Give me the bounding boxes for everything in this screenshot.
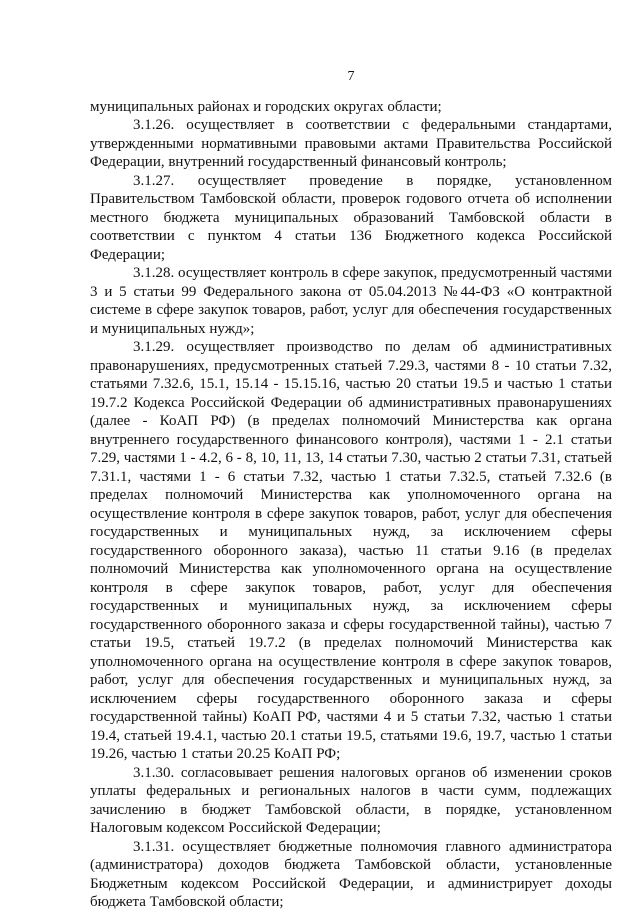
- paragraph-3-1-28: 3.1.28. осуществляет контроль в сфере закупок, предусмотренный частями 3 и 5 статьи 99 Федерального закона от 05.04.2013 №44-ФЗ «О контрактной системе в сфере закупок товаров, работ, услуг для обеспечения государственных и муниципальных нужд»;: [90, 265, 612, 337]
- paragraph-3-1-30: 3.1.30. согласовывает решения налоговых органов об изменении сроков уплаты федеральных и региональных налогов в части сумм, подлежащих зачислению в бюджет Тамбовской области, в порядке, установленном Налоговым кодексом Российской Федерации;: [90, 764, 612, 836]
- paragraph-3-1-27: 3.1.27. осуществляет проведение в порядке, установленном Правительством Тамбовской области, проверок годового отчета об исполнении местного бюджета муниципальных образований Тамбовской области в соответствии с пунктом 4 статьи 136 Бюджетного кодекса Российской Федерации;: [90, 172, 612, 263]
- paragraph-3-1-31: 3.1.31. осуществляет бюджетные полномочия главного администратора (администратора) доходов бюджета Тамбовской области, установленные Бюджетным кодексом Российской Федерации, и администрирует доходы бюджета Тамбовской области;: [90, 838, 612, 910]
- paragraph-3-1-26: 3.1.26. осуществляет в соответствии с федеральными стандартами, утвержденными нормативными правовыми актами Правительства Российской Федерации, внутренний государственный финансовый контроль;: [90, 117, 612, 170]
- paragraph-3-1-29: 3.1.29. осуществляет производство по делам об административных правонарушениях, предусмотренных статьей 7.29.3, частями 8 - 10 статьи 7.32, статьями 7.32.6, 15.1, 15.14 - 15.15.16, частью 20 статьи 19.5 и частью 1 статьи 19.7.2 Кодекса Российской Федерации об административных правонарушениях (далее - КоАП РФ) (в пределах полномочий Министерства как органа внутреннего государственного финансового контроля), частями 1 - 2.1 статьи 7.29, частями 1 - 4.2, 6 - 8, 10, 11, 13, 14 статьи 7.30, частью 2 статьи 7.31, статьей 7.31.1, частями 1 - 6 статьи 7.32, частью 1 статьи 7.32.5, статьей 7.32.6 (в пределах полномочий Министерства как уполномоченного органа на осуществление контроля в сфере закупок товаров, работ, услуг для обеспечения государственных и муниципальных нужд, за исключением сферы государственного оборонного заказа), частью 11 статьи 9.16 (в пределах полномочий Министерства как уполномоченного органа на осуществление контроля в сфере закупок товаров, работ, услуг для обеспечения государственных и муниципальных нужд, за исключением сферы государственного оборонного заказа и сферы государственной тайны), частью 7 статьи 19.5, статьей 19.7.2 (в пределах полномочий Министерства как уполномоченного органа на осуществление контроля в сфере закупок товаров, работ, услуг для обеспечения государственных и муниципальных нужд, за исключением сферы государственного оборонного заказа и сферы государственной тайны) КоАП РФ, частями 4 и 5 статьи 7.32, частью 1 статьи 19.4, статьей 19.4.1, частью 20.1 статьи 19.5, статьями 19.6, 19.7, частью 1 статьи 19.26, частью 1 статьи 20.25 КоАП РФ;: [90, 339, 612, 762]
- paragraph-continuation: муниципальных районах и городских округах области;: [90, 98, 442, 115]
- page-number: 7: [347, 69, 355, 84]
- document-page: [90, 68, 612, 912]
